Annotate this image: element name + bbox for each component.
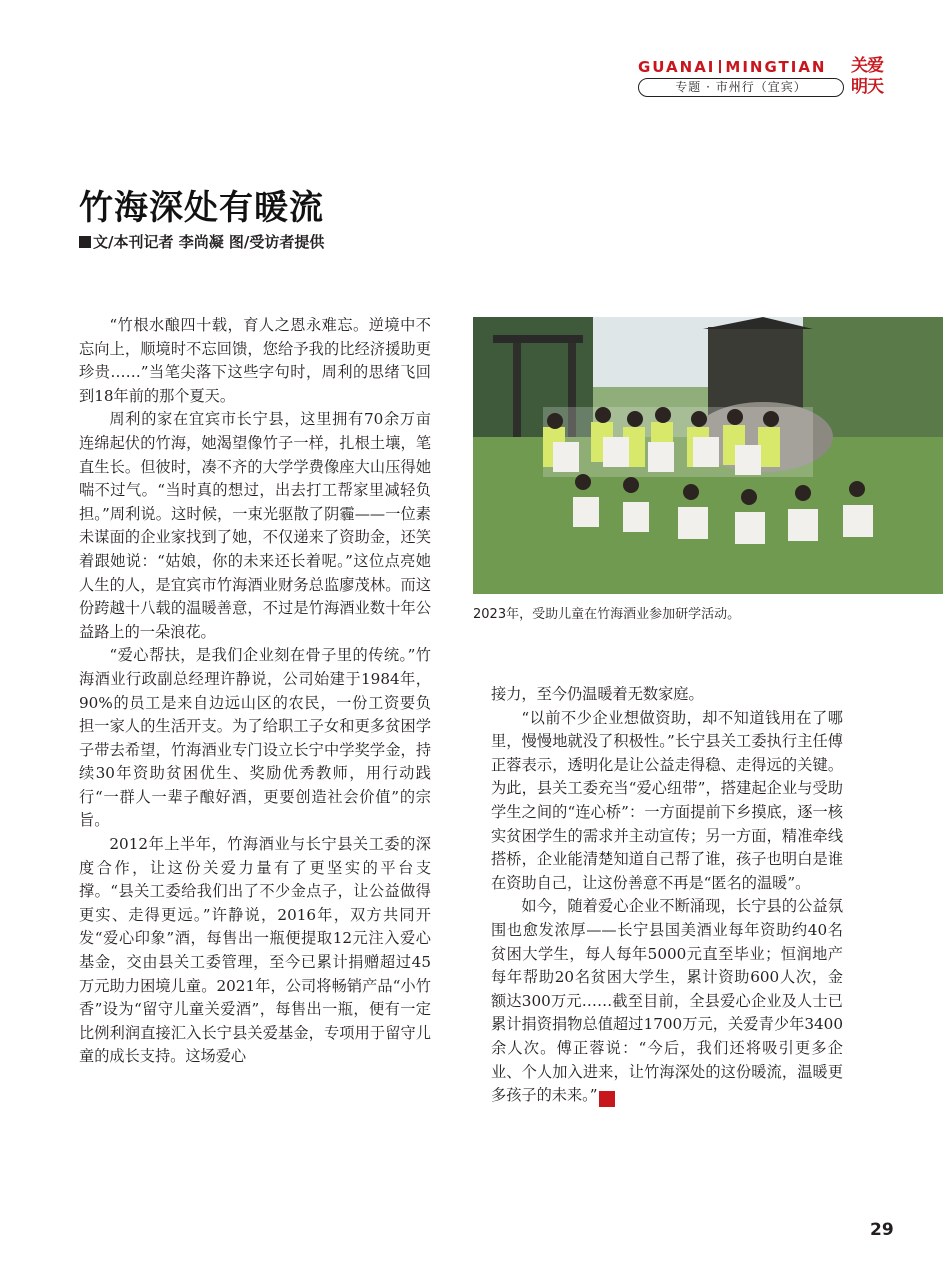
byline-text: 文/本刊记者 李尚凝 图/受访者提供 [93,233,325,251]
paragraph: “爱心帮扶，是我们企业刻在骨子里的传统。”竹海酒业行政副总经理许静说，公司始建于1984年，90%的员工是来自边远山区的农民，一份工资要负担一家人的生活开支。为了给职工子女和更多贫困学子带去希望，竹海酒业专门设立长宁中学奖学金，持续30年资助贫困优生、奖励优秀教师，用行动践行“一群人一辈子酿好酒，更要创造社会价值”的宗旨。 [79,646,431,830]
byline [79,231,324,252]
logo-line-1: 关爱 [851,56,883,76]
column-logo [851,56,891,98]
end-mark-icon: 关 [599,1091,615,1107]
header [638,56,908,106]
body-column-right [491,683,843,1108]
paragraph: “竹根水酿四十载，育人之恩永难忘。逆境中不忘向上，顺境时不忘回馈，您给予我的比经济援助更珍贵……”当笔尖落下这些字句时，周利的思绪飞回到18年前的那个夏天。 [79,316,431,405]
brand-text [638,58,826,76]
paragraph: 周利的家在宜宾市长宁县，这里拥有70余万亩连绵起伏的竹海，她渴望像竹子一样，扎根土壤，笔直生长。但彼时，凑不齐的大学学费像座大山压得她喘不过气。“当时真的想过，出去打工帮家里减轻负担。”周利说。这时候，一束光驱散了阴霾——一位素未谋面的企业家找到了她，不仅递来了资助金，还笑着跟她说：“姑娘，你的未来还长着呢。”这位点亮她人生的人，是宜宾市竹海酒业财务总监廖茂林。而这份跨越十八载的温暖善意，不过是竹海酒业数十年公益路上的一朵浪花。 [79,410,431,641]
brand-left: GUANAI [638,58,716,76]
paragraph: 2012年上半年，竹海酒业与长宁县关工委的深度合作，让这份关爱力量有了更坚实的平台支撑。“县关工委给我们出了不少金点子，让公益做得更实、走得更远。”许静说，2016年，双方共同开发“爱心印象”酒，每售出一瓶便提取12元注入爱心基金，交由县关工委管理，至今已累计捐赠超过45万元助力困境儿童。2021年，公司将畅销产品“小竹香”设为“留守儿童关爱酒”，每售出一瓶，便有一定比例利润直接汇入长宁县关爱基金，专项用于留守儿童的成长支持。这场爱心 [79,835,431,1066]
body-column-left [79,314,431,1069]
paragraph-continued: 接力，至今仍温暖着无数家庭。 [491,685,704,703]
article-title: 竹海深处有暖流 [79,188,324,228]
page-number: 29 [870,1220,894,1240]
brand-separator [719,60,721,73]
logo-line-2: 明天 [851,77,883,97]
children-group-photo [473,317,943,594]
paragraph: “以前不少企业想做资助，却不知道钱用在了哪里，慢慢地就没了积极性。”长宁县关工委执行主任傅正蓉表示，透明化是让公益走得稳、走得远的关键。为此，县关工委充当“爱心纽带”，搭建起企业与受助学生之间的“连心桥”：一方面提前下乡摸底，逐一核实贫困学生的需求并主动宣传；另一方面，精准牵线搭桥，企业能清楚知道自己帮了谁，孩子也明白是谁在资助自己，让这份善意不再是“匿名的温暖”。 [491,708,843,892]
byline-square-icon [79,236,91,248]
paragraph-text: 如今，随着爱心企业不断涌现，长宁县的公益氛围也愈发浓厚——长宁县国美酒业每年资助约40名贫困大学生，每人每年5000元直至毕业；恒润地产每年帮助20名贫困大学生，累计资助600人次，金额达300万元……截至目前，全县爱心企业及人士已累计捐资捐物总值超过1700万元，关爱青少年3400余人次。傅正蓉说：“今后，我们还将吸引更多企业、个人加入进来，让竹海深处的这份暖流，温暖更多孩子的未来。” [491,897,843,1105]
brand-right: MINGTIAN [725,58,827,76]
photo-caption: 2023年，受助儿童在竹海酒业参加研学活动。 [473,607,741,622]
paragraph [491,895,843,1107]
section-label: 专题 · 市州行（宜宾） [638,78,844,97]
article-photo [473,317,943,594]
